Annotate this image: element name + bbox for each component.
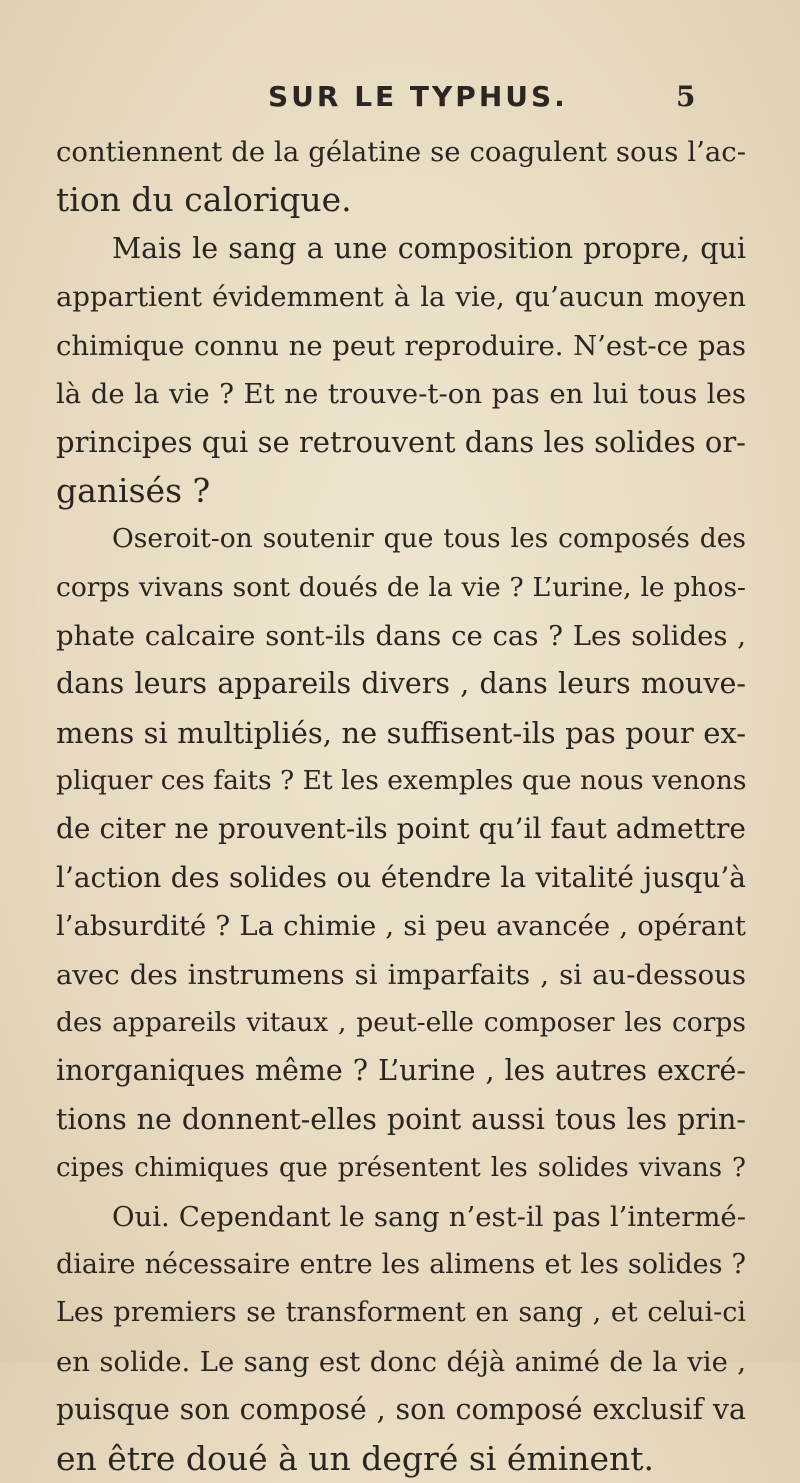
text-line: contiennent de la gélatine se coagulent sous l’ac- [56, 136, 746, 168]
text-line: tion du calorique. [56, 180, 352, 220]
text-line: de citer ne prouvent-ils point qu’il faut admettre [56, 812, 746, 846]
text-line: là de la vie ? Et ne trouve-t-on pas en lui tous les [56, 377, 746, 410]
text-line: appartient évidemment à la vie, qu’aucun moyen [56, 281, 746, 314]
text-line: Oui. Cependant le sang n’est-il pas l’intermé- [112, 1200, 746, 1233]
text-line: Mais le sang a une composition propre, qui [112, 231, 746, 265]
body-text [56, 128, 746, 1483]
text-line: tions ne donnent-elles point aussi tous les prin- [56, 1102, 746, 1136]
page-number: 5 [676, 80, 696, 113]
running-title: SUR LE TYPHUS. [268, 80, 568, 113]
text-line: Oseroit-on soutenir que tous les composés des [112, 523, 746, 555]
text-line: Les premiers se transforment en sang , et celui-ci [56, 1297, 746, 1329]
text-line: chimique connu ne peut reproduire. N’est-ce pas [56, 329, 746, 362]
text-line: cipes chimiques que présentent les solides vivans ? [56, 1153, 746, 1184]
text-line: diaire nécessaire entre les alimens et les solides ? [56, 1248, 746, 1280]
text-line: l’absurdité ? La chimie , si peu avancée , opérant [56, 910, 746, 943]
text-line: corps vivans sont doués de la vie ? L’urine, le phos- [56, 571, 746, 603]
text-line: inorganiques même ? L’urine , les autres excré- [56, 1054, 746, 1088]
text-line: puisque son composé , son composé exclusif va [56, 1393, 746, 1427]
text-line: des appareils vitaux , peut-elle composer les corps [56, 1007, 746, 1039]
text-line: ganisés ? [56, 470, 211, 510]
text-line: l’action des solides ou étendre la vitalité jusqu’à [56, 860, 746, 894]
text-line: mens si multipliés, ne suffisent-ils pas pour ex- [56, 715, 746, 750]
text-line: dans leurs appareils divers , dans leurs mouve- [56, 667, 746, 701]
text-line: avec des instrumens si imparfaits , si au-dessous [56, 958, 746, 991]
running-head [0, 80, 800, 120]
text-line: pliquer ces faits ? Et les exemples que nous venons [56, 765, 747, 797]
text-line: phate calcaire sont-ils dans ce cas ? Les solides , [56, 619, 746, 652]
text-line: principes qui se retrouvent dans les solides or- [56, 425, 746, 460]
text-line: en solide. Le sang est donc déjà animé de la vie , [56, 1345, 746, 1378]
text-line: en être doué à un degré si éminent. [56, 1438, 654, 1478]
